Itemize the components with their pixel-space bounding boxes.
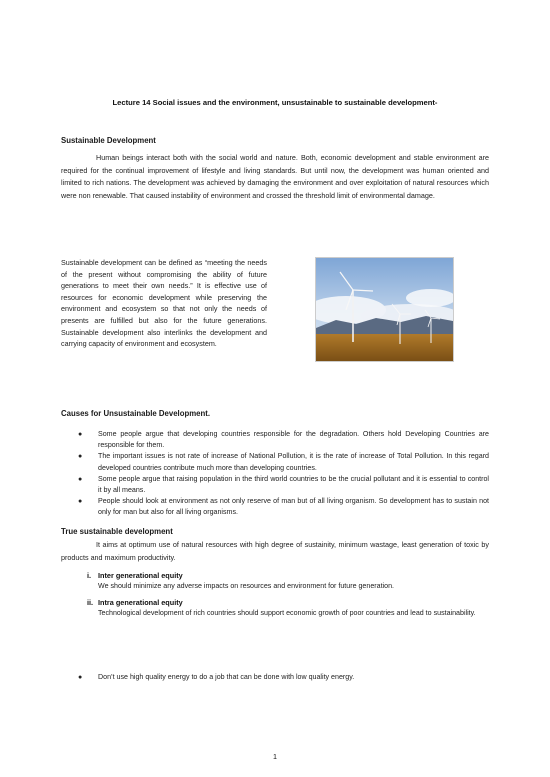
heading-true-sustainable: True sustainable development (61, 527, 173, 536)
wind-turbines-photo (315, 257, 454, 362)
paragraph-definition: Sustainable development can be defined as “meeting the needs of the present without compromising the ability of future generations to meet their own needs.” It is effective use of resources for economic development while preserving the environment and ecosystem so that not only the needs of presents are fulfilled but also for the future generations. Sustainable development also interlinks the development and carrying capacity of environment and ecosystem. (61, 258, 267, 349)
item-heading: i. Inter generational equity (87, 571, 183, 580)
list-item: ● The important issues is not rate of increase of National Pollution, it is the rate of increase of Total Pollution. In this regard developed countries contribute much more than developing countries. (78, 452, 489, 472)
item-body: Technological development of rich countries should support economic growth of poor countries and lead to sustainability. (98, 608, 476, 617)
list-item: ● Some people argue that raising population in the third world countries to be the crucial pollutant and it is essential to control it by all means. (78, 474, 489, 495)
heading-sustainable-development: Sustainable Development (61, 136, 156, 145)
bullet-icon: ● (78, 475, 83, 483)
bullet-icon: ● (78, 674, 83, 681)
item-heading: ii. Intra generational equity (87, 597, 183, 607)
energy-list (61, 672, 489, 683)
paragraph-true-sustainable: It aims at optimum use of natural resources with high degree of sustainity, minimum wastage, least generation of toxic by products and maximum productivity. (61, 540, 489, 562)
bullet-icon: ● (78, 498, 83, 506)
page-number: 1 (273, 752, 277, 761)
bullet-icon: ● (78, 431, 83, 438)
heading-causes-unsustainable: Causes for Unsustainable Development. (61, 409, 211, 418)
equity-list (61, 570, 489, 620)
lecture-title: Lecture 14 Social issues and the environment, unsustainable to sustainable development- (112, 98, 438, 107)
list-item: ● Don’t use high quality energy to do a job that can be done with low quality energy. (61, 672, 489, 683)
bullet-icon: ● (78, 453, 83, 461)
wind-turbines-image (316, 258, 453, 361)
list-item: ● People should look at environment as not only reserve of man but of all living organism. So development has to sustain not only for man but also for all living organisms. (78, 497, 489, 517)
paragraph-intro: Human beings interact both with the social world and nature. Both, economic development and stable environment are required for the continual improvement of lifestyle and living standards. But until now, the development was human oriented and limited to rich nations. The development was achieved by damaging the environment and over exploitation of natural resources which were non renewable. That caused instability of environment and crossed the threshold limit of environmental damage. (61, 153, 489, 200)
causes-list (61, 429, 489, 519)
list-item: ● Some people argue that developing countries responsible for the degradation. Others hold Developing Countries are responsible for them. (78, 430, 489, 450)
item-body: We should minimize any adverse impacts on resources and environment for future generation. (98, 582, 394, 590)
